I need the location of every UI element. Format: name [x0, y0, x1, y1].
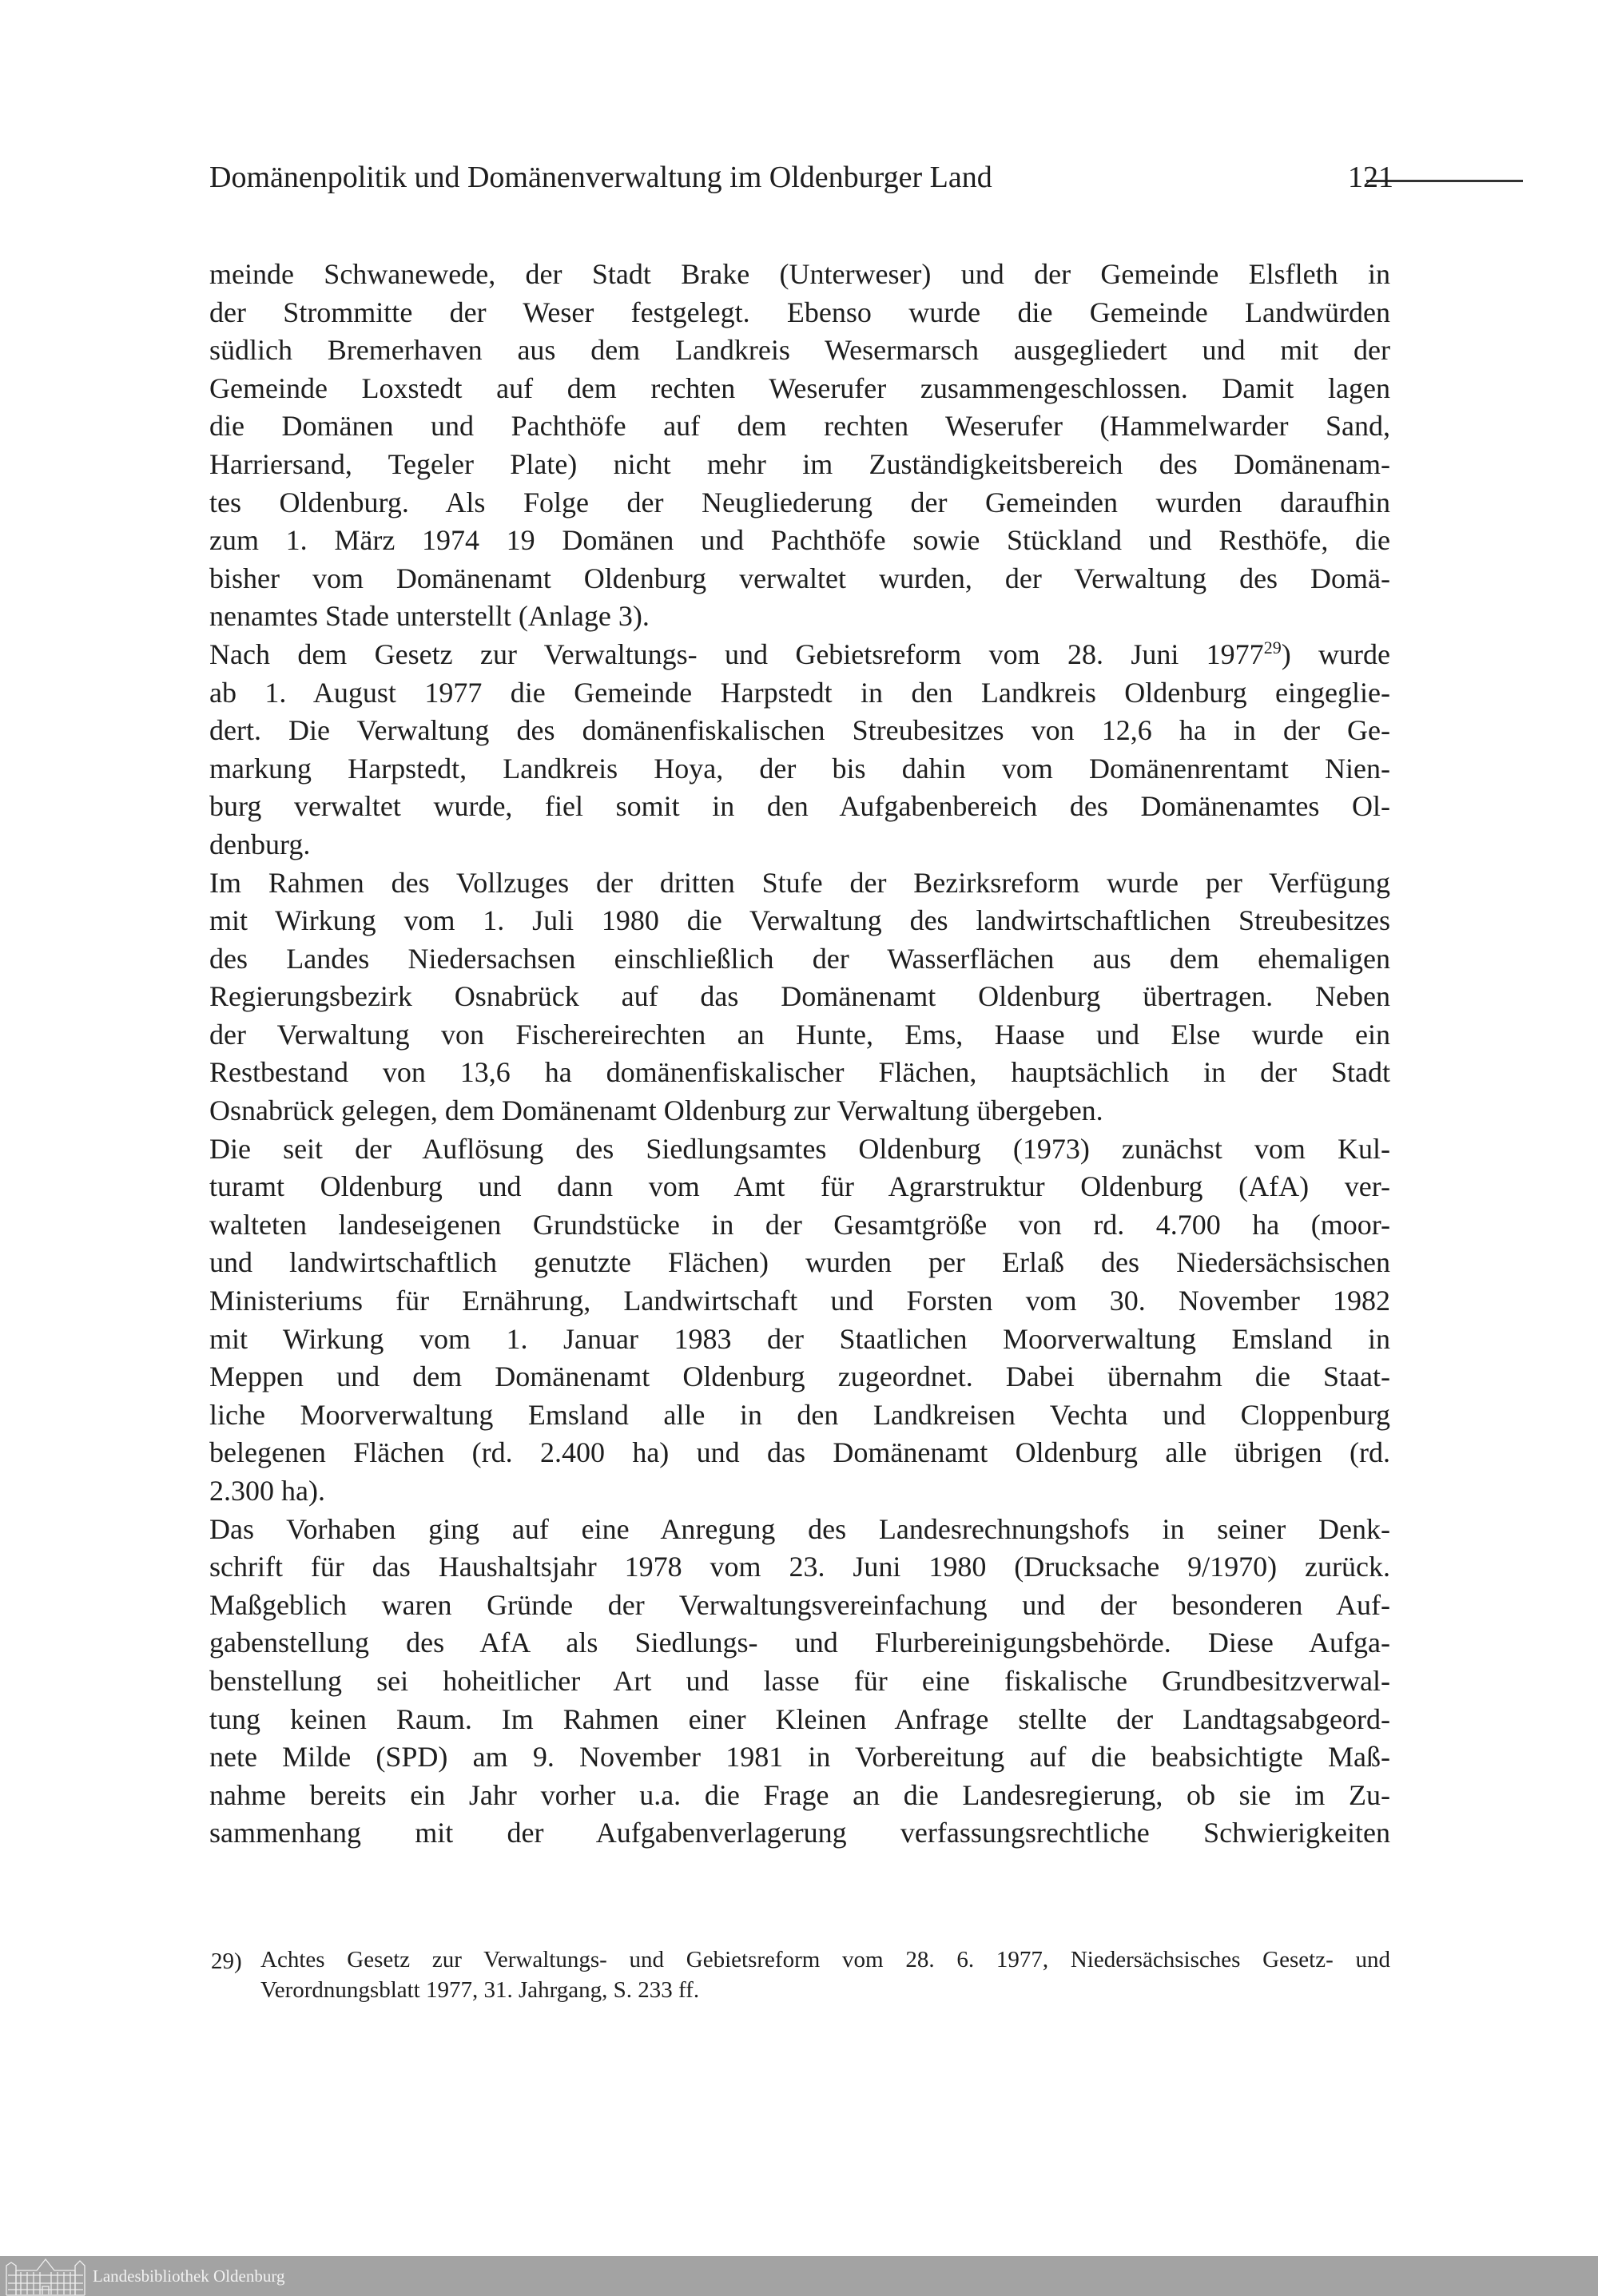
line-text: belegenen Flächen (rd. 2.400 ha) und das Domänenamt Oldenburg alle übrigen (rd.	[209, 1436, 1390, 1469]
text-line	[209, 294, 1390, 332]
line-text: walteten landeseigenen Grundstücke in der Gesamtgröße von rd. 4.700 ha (moor-	[209, 1208, 1390, 1241]
text-line	[209, 1814, 1390, 1853]
line-text: des Landes Niedersachsen einschließlich der Wasserflächen aus dem ehemaligen	[209, 942, 1390, 975]
line-text: mit Wirkung vom 1. Juli 1980 die Verwaltung des landwirtschaftlichen Streubesitzes	[209, 904, 1390, 937]
text-line	[209, 598, 1390, 636]
line-text: dert. Die Verwaltung des domänenfiskalischen Streubesitzes von 12,6 ha in der Ge-	[209, 714, 1390, 747]
text-line	[209, 256, 1390, 294]
footnote-line: Verordnungsblatt 1977, 31. Jahrgang, S. 233 ff.	[260, 1977, 700, 2003]
library-footer-bar	[0, 2256, 1598, 2296]
text-line	[209, 864, 1390, 903]
line-text: Das Vorhaben ging auf eine Anregung des Landesrechnungshofs in seiner Denk-	[209, 1512, 1390, 1545]
line-text: meinde Schwanewede, der Stadt Brake (Unterweser) und der Gemeinde Elsfleth in	[209, 258, 1390, 290]
text-line	[209, 1587, 1390, 1625]
text-line	[209, 522, 1390, 560]
text-line	[209, 560, 1390, 598]
text-line	[209, 1092, 1390, 1130]
text-line	[209, 484, 1390, 522]
text-line	[209, 1358, 1390, 1396]
line-text: Nach dem Gesetz zur Verwaltungs- und Gebietsreform vom 28. Juni 1977	[209, 638, 1264, 670]
line-text: Osnabrück gelegen, dem Domänenamt Oldenburg zur Verwaltung übergeben.	[209, 1094, 1103, 1127]
text-line	[209, 370, 1390, 408]
footnote-number: 29)	[211, 1948, 242, 1974]
library-name: Landesbibliothek Oldenburg	[93, 2266, 285, 2286]
line-text: Harriersand, Tegeler Plate) nicht mehr im Zuständigkeitsbereich des Domänenam-	[209, 447, 1390, 480]
text-line	[209, 1738, 1390, 1777]
line-text: die Domänen und Pachthöfe auf dem rechten Weserufer (Hammelwarder Sand,	[209, 410, 1390, 443]
text-line	[209, 1206, 1390, 1245]
line-text: turamt Oldenburg und dann vom Amt für Agrarstruktur Oldenburg (AfA) ver-	[209, 1170, 1390, 1203]
line-text: bisher vom Domänenamt Oldenburg verwaltet wurden, der Verwaltung des Domä-	[209, 562, 1390, 594]
text-line	[209, 1321, 1390, 1359]
text-line	[209, 826, 1390, 864]
line-text: ab 1. August 1977 die Gemeinde Harpstedt in den Landkreis Oldenburg eingeglie-	[209, 676, 1390, 709]
line-text: denburg.	[209, 828, 311, 860]
line-text: Meppen und dem Domänenamt Oldenburg zugeordnet. Dabei übernahm die Staat-	[209, 1361, 1390, 1393]
text-line	[209, 1624, 1390, 1662]
text-line	[209, 1396, 1390, 1435]
line-text: der Strommitte der Weser festgelegt. Ebenso wurde die Gemeinde Landwürden	[209, 296, 1390, 328]
text-line	[209, 674, 1390, 713]
line-text: schrift für das Haushaltsjahr 1978 vom 23. Juni 1980 (Drucksache 9/1970) zurück.	[209, 1551, 1390, 1583]
library-building-logo	[5, 2258, 86, 2296]
text-line	[209, 1244, 1390, 1282]
text-line	[209, 978, 1390, 1016]
line-text: Gemeinde Loxstedt auf dem rechten Weserufer zusammengeschlossen. Damit lagen	[209, 371, 1390, 404]
line-text: südlich Bremerhaven aus dem Landkreis Wesermarsch ausgegliedert und mit der	[209, 334, 1390, 367]
body-text	[209, 256, 1390, 1853]
line-text: nete Milde (SPD) am 9. November 1981 in Vorbereitung auf die beabsichtigte Maß-	[209, 1741, 1390, 1774]
text-line	[209, 407, 1390, 446]
line-text: tes Oldenburg. Als Folge der Neugliederung der Gemeinden wurden daraufhin	[209, 486, 1390, 518]
footnote	[211, 1944, 1390, 2005]
line-text: nahme bereits ein Jahr vorher u.a. die Frage an die Landesregierung, ob sie im Zu-	[209, 1778, 1390, 1811]
text-line	[209, 1511, 1390, 1549]
text-line	[209, 1168, 1390, 1206]
footnote-reference: 29	[1263, 637, 1282, 657]
line-text-after: ) wurde	[1281, 638, 1391, 670]
text-line	[209, 1777, 1390, 1815]
line-text: Die seit der Auflösung des Siedlungsamtes Oldenburg (1973) zunächst vom Kul-	[209, 1132, 1390, 1165]
text-line	[209, 446, 1390, 484]
text-line	[209, 1130, 1390, 1169]
line-text: nenamtes Stade unterstellt (Anlage 3).	[209, 600, 650, 633]
line-text: markung Harpstedt, Landkreis Hoya, der bis dahin vom Domänenrentamt Nien-	[209, 752, 1390, 785]
line-text: und landwirtschaftlich genutzte Flächen) wurden per Erlaß des Niedersächsischen	[209, 1246, 1390, 1279]
line-text: 2.300 ha).	[209, 1475, 325, 1507]
text-line	[209, 1662, 1390, 1701]
running-title: Domänenpolitik und Domänenverwaltung im Oldenburger Land	[209, 161, 992, 194]
running-header	[209, 160, 1393, 200]
line-text: liche Moorverwaltung Emsland alle in den Landkreisen Vechta und Cloppenburg	[209, 1398, 1390, 1431]
text-line	[209, 1548, 1390, 1587]
line-text: Ministeriums für Ernährung, Landwirtschaft und Forsten vom 30. November 1982	[209, 1285, 1390, 1317]
line-text: tung keinen Raum. Im Rahmen einer Kleinen Anfrage stellte der Landtagsabgeord-	[209, 1702, 1390, 1735]
text-line	[209, 1472, 1390, 1511]
text-line	[209, 636, 1390, 674]
text-line	[209, 902, 1390, 940]
line-text: Maßgeblich waren Gründe der Verwaltungsvereinfachung und der besonderen Auf-	[209, 1588, 1390, 1621]
line-text: Regierungsbezirk Osnabrück auf das Domänenamt Oldenburg übertragen. Neben	[209, 980, 1390, 1013]
text-line	[209, 750, 1390, 789]
line-text: Im Rahmen des Vollzuges der dritten Stufe der Bezirksreform wurde per Verfügung	[209, 866, 1390, 899]
page-number: 121	[1348, 161, 1393, 194]
line-text: der Verwaltung von Fischereirechten an Hunte, Ems, Haase und Else wurde ein	[209, 1018, 1390, 1051]
text-line	[209, 1701, 1390, 1739]
line-text: benstellung sei hoheitlicher Art und lasse für eine fiskalische Grundbesitzverwal-	[209, 1664, 1390, 1697]
line-text: Restbestand von 13,6 ha domänenfiskalischer Flächen, hauptsächlich in der Stadt	[209, 1056, 1390, 1089]
text-line	[209, 1282, 1390, 1321]
text-line	[209, 940, 1390, 979]
footnote-line: Achtes Gesetz zur Verwaltungs- und Gebietsreform vom 28. 6. 1977, Niedersächsisches Gesetz- und	[260, 1947, 1390, 1972]
line-text: mit Wirkung vom 1. Januar 1983 der Staatlichen Moorverwaltung Emsland in	[209, 1322, 1390, 1355]
line-text: burg verwaltet wurde, fiel somit in den Aufgabenbereich des Domänenamtes Ol-	[209, 790, 1390, 823]
text-line	[209, 332, 1390, 370]
line-text: sammenhang mit der Aufgabenverlagerung verfassungsrechtliche Schwierigkeiten	[209, 1817, 1390, 1849]
text-line	[209, 1434, 1390, 1472]
text-line	[209, 1016, 1390, 1055]
line-text: zum 1. März 1974 19 Domänen und Pachthöfe sowie Stückland und Resthöfe, die	[209, 524, 1390, 557]
line-text: gabenstellung des AfA als Siedlungs- und Flurbereinigungsbehörde. Diese Aufga-	[209, 1627, 1390, 1659]
text-line	[209, 1054, 1390, 1092]
text-line	[209, 712, 1390, 750]
text-line	[209, 788, 1390, 826]
